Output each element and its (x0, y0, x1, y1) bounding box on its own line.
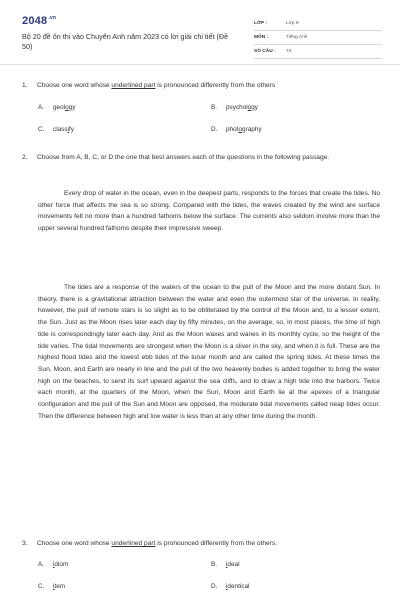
meta-row-class (254, 17, 382, 31)
q3-option-b[interactable] (211, 561, 240, 568)
option-label: C. (38, 583, 45, 590)
logo-suffix: .vn (48, 15, 57, 22)
question-number: 3. (22, 540, 28, 547)
meta-row-count (254, 45, 382, 59)
passage-paragraph-2: The tides are a response of the waters of the ocean to the pull of the Moon and the more distant Sun. In theory, there is a gravitational attraction between the water and even the outermost star of the universe. In reality, however, the pull of remote stars is so slight as to be obliterated by the control of the Moon and, to a lesser extent, the Sun. Just as the Moon rises later each day by fifty minutes, on the average, so, in most places, the time of high tide is correspondingly later each day. And as the Moon waxes and wanes in its monthly cycle, so the height of the tide varies. The tidal movements are strongest when the Moon is a sliver in the sky, and when it is full. These are the highest flood tides and the lowest ebb tides of the lunar month and are called the spring tides. At these times the Sun, Moon, and Earth are nearly in line and the pull of the two heavenly bodies is added together to bring the water high on the beaches, to send its surf upward against the sea cliffs, and to draw a high tide into the harbors. Twice each month, at the quarters of the Moon, when the Sun, Moon and Earth lie at the apexes of a triangular configuration and the pull of the Sun and Moon are opposed, the moderate tidal movements called neap tides occur. Then the difference between high and low water is less than at any other time during the month. (38, 284, 380, 420)
option-underlined-part: o (65, 104, 69, 111)
meta-value: Tiếng Anh (286, 35, 308, 40)
option-underlined-part: i (226, 583, 228, 590)
question-text-underlined: underlined part (111, 540, 156, 547)
passage-paragraph-1: Every drop of water in the ocean, even in the deepest parts, responds to the forces that create the tides. No other force that affects the sea is so strong. Compared with the tides, the waves created by the wind are surface movements felt no more than a hundred fathoms below the surface. The currents also seldom involve more than the upper several hundred fathoms despite their impressive sweep. (38, 190, 380, 233)
q1-option-c[interactable] (38, 126, 74, 133)
q3-option-a[interactable] (38, 561, 68, 568)
option-word-part: dentical (227, 583, 250, 590)
document-title: Bộ 20 đề ôn thi vào Chuyên Anh năm 2023 có lời giải chi tiết (Đề 50) (22, 32, 229, 51)
meta-row-subject (254, 31, 382, 45)
question-text-part: is pronounced differently from the others (155, 82, 276, 89)
question-number: 1. (22, 82, 28, 89)
question-text-underlined: underlined part (111, 82, 156, 89)
option-label: A. (38, 561, 45, 568)
option-label: C. (38, 126, 45, 133)
meta-table (254, 17, 382, 59)
option-word-part: psychol (226, 104, 248, 111)
option-underlined-part: o (247, 104, 252, 111)
option-underlined-part: o (238, 126, 243, 133)
header-divider (0, 64, 400, 65)
option-word-part: geol (53, 104, 66, 111)
option-word-part: fy (68, 126, 74, 133)
option-word-part: deal (227, 561, 240, 568)
q3-option-c[interactable] (38, 583, 65, 590)
site-logo[interactable] (22, 15, 56, 27)
option-label: D. (211, 583, 218, 590)
logo-text: 2048 (22, 15, 48, 27)
question-text-part: Choose one word whose (37, 82, 112, 89)
meta-value: Lớp 9 (286, 21, 299, 26)
option-word-part: gy (251, 104, 258, 111)
q1-option-b[interactable] (211, 104, 258, 111)
option-label: B. (211, 561, 218, 568)
option-underlined-part: i (53, 561, 55, 568)
question-text: Choose from A, B, C, or D the one that best answers each of the questions in the following passage. (37, 154, 330, 161)
q1-option-a[interactable] (38, 104, 75, 111)
option-underlined-part: i (67, 126, 69, 133)
option-label: D. (211, 126, 218, 133)
question-text (37, 538, 377, 549)
q3-option-d[interactable] (211, 583, 249, 590)
option-label: B. (211, 104, 218, 111)
option-word-part: phot (226, 126, 239, 133)
question-text (37, 80, 377, 91)
meta-key: MÔN : (254, 35, 269, 40)
meta-key: LỚP : (254, 21, 268, 26)
option-word-part: diom (54, 561, 69, 568)
option-word-part: gy (68, 104, 76, 111)
option-word-part: class (53, 126, 68, 133)
meta-key: SỐ CÂU : (254, 49, 276, 54)
option-word-part: graphy (242, 126, 262, 133)
question-text-part: Choose one word whose (37, 540, 112, 547)
option-label: A. (38, 104, 45, 111)
question-text-part: is pronounced differently from the others. (155, 540, 277, 547)
option-underlined-part: i (53, 583, 55, 590)
option-underlined-part: i (226, 561, 228, 568)
option-word-part: tem (54, 583, 66, 590)
page-header (22, 15, 382, 59)
q1-option-d[interactable] (211, 126, 262, 133)
question-number: 2. (22, 154, 28, 161)
meta-value: 74 (286, 49, 292, 54)
